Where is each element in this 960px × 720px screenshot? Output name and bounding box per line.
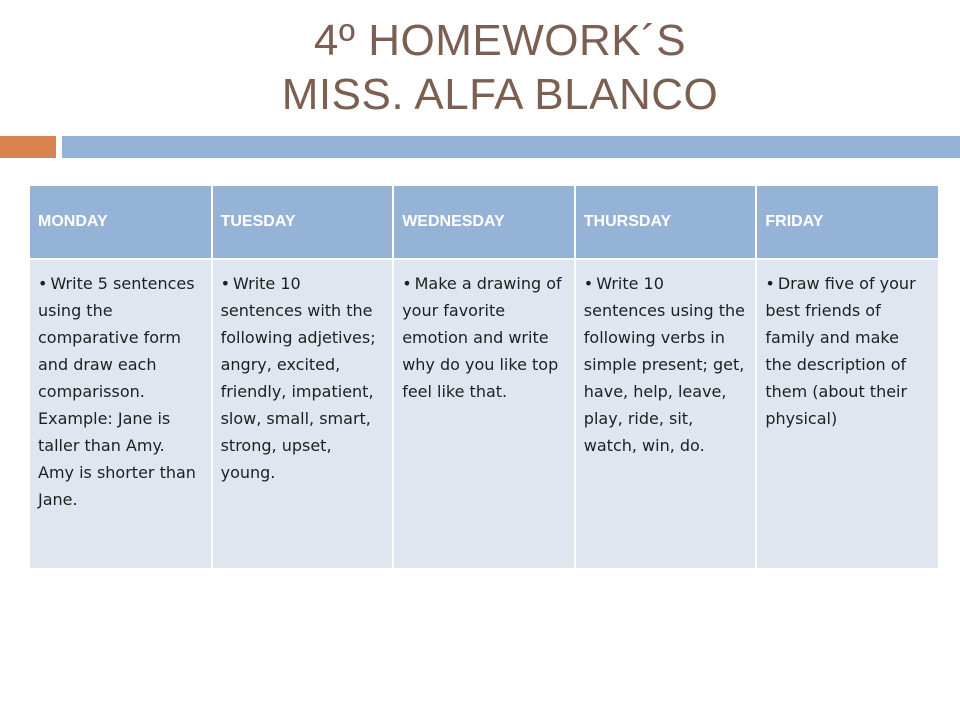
- title-line-2: MISS. ALFA BLANCO: [281, 70, 719, 119]
- header-tuesday: TUESDAY: [212, 186, 394, 259]
- cell-wednesday: [393, 259, 575, 568]
- cell-thursday: [575, 259, 757, 568]
- cell-friday: [756, 259, 938, 568]
- bullet-icon: •: [220, 274, 231, 293]
- slide-title: [0, 14, 960, 122]
- cell-friday-text: Draw five of your best friends of family and make the description of them (about their physical): [765, 274, 916, 428]
- bullet-icon: •: [38, 274, 48, 293]
- homework-table: [30, 186, 938, 568]
- header-friday: FRIDAY: [756, 186, 938, 259]
- header-wednesday: WEDNESDAY: [393, 186, 575, 259]
- cell-thursday-text: Write 10 sentences using the following verbs in simple present; get, have, help, leave, play, ride, sit, watch, win, do.: [583, 274, 745, 455]
- bullet-icon: •: [765, 274, 775, 293]
- title-line-1: 4º HOMEWORK´S: [313, 16, 687, 65]
- homework-table-container: [30, 186, 938, 568]
- bullet-icon: •: [583, 274, 594, 293]
- cell-tuesday-text: Write 10 sentences with the following adjetives; angry, excited, friendly, impatient, slow, small, smart, strong, upset, young.: [220, 274, 376, 482]
- bullet-icon: •: [402, 274, 412, 293]
- cell-wednesday-text: Make a drawing of your favorite emotion and write why do you like top feel like that.: [402, 274, 562, 401]
- accent-bar-blue: [62, 136, 960, 158]
- cell-monday-text: Write 5 sentences using the comparative form and draw each comparisson. Example: Jane is taller than Amy. Amy is shorter than Jane.: [38, 274, 196, 509]
- table-row: [30, 259, 938, 568]
- header-row: [30, 186, 938, 259]
- accent-bar-orange: [0, 136, 56, 158]
- cell-tuesday: [212, 259, 394, 568]
- header-monday: MONDAY: [30, 186, 212, 259]
- header-thursday: THURSDAY: [575, 186, 757, 259]
- cell-monday: [30, 259, 212, 568]
